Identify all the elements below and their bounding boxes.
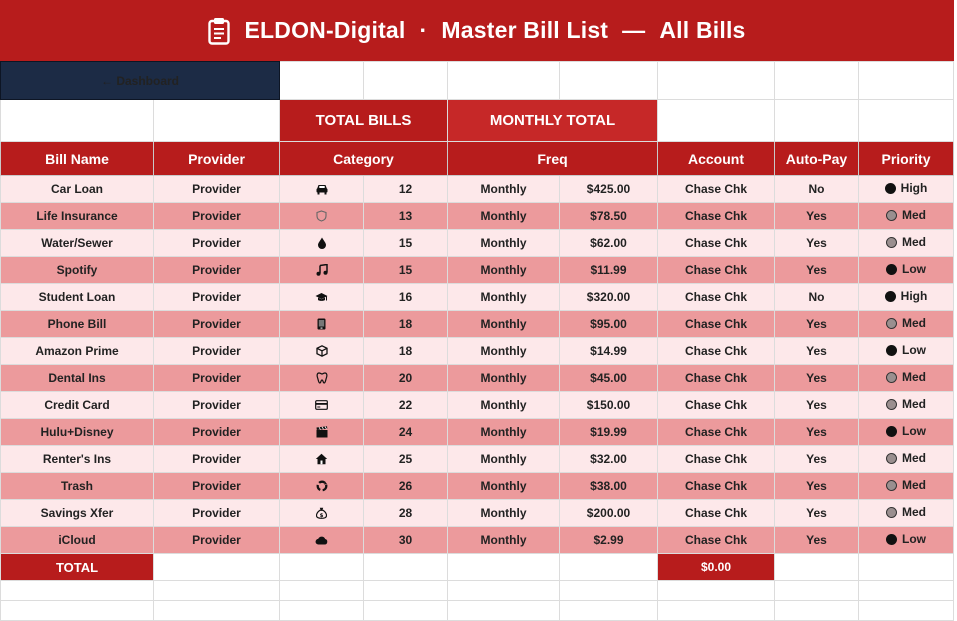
total-row <box>1 554 954 581</box>
priority-label: Med <box>902 451 926 466</box>
amount-cell[interactable]: $200.00 <box>560 500 658 527</box>
empty-cell[interactable] <box>364 62 448 100</box>
empty-cell[interactable] <box>560 62 658 100</box>
empty-cell[interactable] <box>859 601 954 621</box>
bill-row <box>1 230 954 257</box>
bill-row <box>1 257 954 284</box>
empty-cell[interactable] <box>859 62 954 100</box>
category-icon-cell[interactable] <box>280 500 364 527</box>
due-day-cell[interactable]: 26 <box>364 473 448 500</box>
due-day-cell[interactable]: 28 <box>364 500 448 527</box>
priority-cell[interactable] <box>859 203 954 230</box>
provider-cell[interactable]: Provider <box>154 392 280 419</box>
priority-indicator <box>886 316 926 330</box>
monthly-total-label: MONTHLY TOTAL <box>448 100 658 142</box>
priority-label: Low <box>902 262 926 277</box>
account-cell[interactable]: Chase Chk <box>658 284 775 311</box>
bill-name-cell[interactable]: Amazon Prime <box>1 338 154 365</box>
title-bar <box>0 0 954 61</box>
priority-cell[interactable] <box>859 446 954 473</box>
svg-text:$: $ <box>319 512 324 519</box>
recycle-icon <box>280 480 363 492</box>
cloud-icon <box>280 536 363 545</box>
provider-cell[interactable]: Provider <box>154 473 280 500</box>
empty-cell[interactable] <box>1 100 154 142</box>
empty-cell[interactable] <box>154 554 280 581</box>
autopay-cell[interactable]: No <box>775 176 859 203</box>
frequency-cell[interactable]: Monthly <box>448 446 560 473</box>
clipboard-icon <box>208 17 230 45</box>
amount-cell[interactable]: $11.99 <box>560 257 658 284</box>
priority-indicator <box>886 397 926 411</box>
priority-label: Low <box>902 424 926 439</box>
category-icon-cell[interactable] <box>280 257 364 284</box>
frequency-cell[interactable]: Monthly <box>448 203 560 230</box>
empty-cell[interactable] <box>775 554 859 581</box>
category-icon-cell[interactable] <box>280 527 364 554</box>
account-cell[interactable]: Chase Chk <box>658 176 775 203</box>
bill-row <box>1 500 954 527</box>
account-cell[interactable]: Chase Chk <box>658 311 775 338</box>
bill-row <box>1 446 954 473</box>
autopay-cell[interactable]: Yes <box>775 365 859 392</box>
empty-cell[interactable] <box>154 601 280 621</box>
bill-row <box>1 311 954 338</box>
autopay-cell[interactable]: Yes <box>775 500 859 527</box>
frequency-cell[interactable]: Monthly <box>448 284 560 311</box>
due-day-cell[interactable]: 30 <box>364 527 448 554</box>
bill-name-cell[interactable]: Credit Card <box>1 392 154 419</box>
autopay-cell[interactable]: Yes <box>775 419 859 446</box>
header-provider[interactable]: Provider <box>154 142 280 176</box>
dashboard-button[interactable]: ← Dashboard <box>1 62 280 100</box>
amount-cell[interactable]: $95.00 <box>560 311 658 338</box>
priority-dot-icon <box>886 426 897 437</box>
frequency-cell[interactable]: Monthly <box>448 527 560 554</box>
due-day-cell[interactable]: 20 <box>364 365 448 392</box>
empty-cell[interactable] <box>859 100 954 142</box>
bill-name-cell[interactable]: Savings Xfer <box>1 500 154 527</box>
empty-cell[interactable] <box>364 601 448 621</box>
amount-cell[interactable]: $14.99 <box>560 338 658 365</box>
priority-label: Med <box>902 478 926 493</box>
account-cell[interactable]: Chase Chk <box>658 203 775 230</box>
priority-indicator <box>886 208 926 222</box>
priority-indicator <box>886 262 926 276</box>
priority-dot-icon <box>886 507 897 518</box>
due-day-cell[interactable]: 13 <box>364 203 448 230</box>
due-day-cell[interactable]: 22 <box>364 392 448 419</box>
priority-cell[interactable] <box>859 257 954 284</box>
autopay-cell[interactable]: Yes <box>775 392 859 419</box>
priority-cell[interactable] <box>859 311 954 338</box>
amount-cell[interactable]: $62.00 <box>560 230 658 257</box>
water-drop-icon <box>280 237 363 249</box>
blank-row <box>1 581 954 601</box>
bill-row <box>1 365 954 392</box>
category-icon-cell[interactable] <box>280 446 364 473</box>
header-freq[interactable]: Freq <box>448 142 658 176</box>
due-day-cell[interactable]: 18 <box>364 338 448 365</box>
empty-cell[interactable] <box>560 581 658 601</box>
priority-indicator <box>886 235 926 249</box>
priority-indicator <box>886 505 926 519</box>
provider-cell[interactable]: Provider <box>154 203 280 230</box>
account-cell[interactable]: Chase Chk <box>658 527 775 554</box>
due-day-cell[interactable]: 12 <box>364 176 448 203</box>
empty-cell[interactable] <box>1 601 154 621</box>
autopay-cell[interactable]: Yes <box>775 311 859 338</box>
provider-cell[interactable]: Provider <box>154 527 280 554</box>
priority-label: Med <box>902 235 926 250</box>
due-day-cell[interactable]: 16 <box>364 284 448 311</box>
category-icon-cell[interactable] <box>280 230 364 257</box>
priority-cell[interactable] <box>859 392 954 419</box>
empty-cell[interactable] <box>364 581 448 601</box>
frequency-cell[interactable]: Monthly <box>448 473 560 500</box>
category-icon-cell[interactable] <box>280 419 364 446</box>
car-icon <box>280 184 363 195</box>
autopay-cell[interactable]: Yes <box>775 338 859 365</box>
account-cell[interactable]: Chase Chk <box>658 446 775 473</box>
autopay-cell[interactable]: Yes <box>775 203 859 230</box>
priority-dot-icon <box>886 534 897 545</box>
provider-cell[interactable]: Provider <box>154 257 280 284</box>
bill-row <box>1 284 954 311</box>
provider-cell[interactable]: Provider <box>154 311 280 338</box>
account-cell[interactable]: Chase Chk <box>658 257 775 284</box>
category-icon-cell[interactable] <box>280 203 364 230</box>
amount-cell[interactable]: $32.00 <box>560 446 658 473</box>
autopay-cell[interactable]: Yes <box>775 527 859 554</box>
due-day-cell[interactable]: 24 <box>364 419 448 446</box>
bill-row <box>1 203 954 230</box>
bill-row <box>1 527 954 554</box>
bill-grid <box>0 61 954 621</box>
provider-cell[interactable]: Provider <box>154 419 280 446</box>
header-autopay[interactable]: Auto-Pay <box>775 142 859 176</box>
account-cell[interactable]: Chase Chk <box>658 392 775 419</box>
empty-cell[interactable] <box>280 581 364 601</box>
credit-card-icon <box>280 400 363 410</box>
autopay-cell[interactable]: Yes <box>775 257 859 284</box>
account-cell[interactable]: Chase Chk <box>658 473 775 500</box>
provider-cell[interactable]: Provider <box>154 446 280 473</box>
due-day-cell[interactable]: 15 <box>364 230 448 257</box>
autopay-cell[interactable]: Yes <box>775 446 859 473</box>
total-bills-label: TOTAL BILLS <box>280 100 448 142</box>
provider-cell[interactable]: Provider <box>154 230 280 257</box>
title-separator-dash: — <box>622 17 646 43</box>
empty-cell[interactable] <box>560 601 658 621</box>
priority-cell[interactable] <box>859 527 954 554</box>
priority-dot-icon <box>886 345 897 356</box>
priority-dot-icon <box>886 399 897 410</box>
clapperboard-icon <box>280 426 363 438</box>
empty-cell[interactable] <box>154 100 280 142</box>
priority-dot-icon <box>886 210 897 221</box>
package-icon <box>280 345 363 357</box>
priority-label: Med <box>902 316 926 331</box>
graduation-cap-icon <box>280 292 363 303</box>
frequency-cell[interactable]: Monthly <box>448 419 560 446</box>
amount-cell[interactable]: $425.00 <box>560 176 658 203</box>
priority-dot-icon <box>885 183 896 194</box>
empty-cell[interactable] <box>775 581 859 601</box>
bill-name-cell[interactable]: Hulu+Disney <box>1 419 154 446</box>
priority-dot-icon <box>885 291 896 302</box>
bill-name-cell[interactable]: Student Loan <box>1 284 154 311</box>
bill-name-cell[interactable]: Trash <box>1 473 154 500</box>
bill-name-cell[interactable]: Phone Bill <box>1 311 154 338</box>
priority-label: Med <box>902 370 926 385</box>
priority-cell[interactable] <box>859 419 954 446</box>
empty-cell[interactable] <box>775 62 859 100</box>
frequency-cell[interactable]: Monthly <box>448 257 560 284</box>
header-bill-name[interactable]: Bill Name <box>1 142 154 176</box>
amount-cell[interactable]: $2.99 <box>560 527 658 554</box>
music-note-icon <box>280 264 363 276</box>
priority-indicator <box>886 451 926 465</box>
empty-cell[interactable] <box>658 601 775 621</box>
category-icon-cell[interactable] <box>280 365 364 392</box>
priority-cell[interactable] <box>859 365 954 392</box>
priority-indicator <box>886 532 926 546</box>
empty-cell[interactable] <box>859 554 954 581</box>
category-icon-cell[interactable] <box>280 284 364 311</box>
shield-icon <box>280 210 363 222</box>
company-name: ELDON-Digital <box>244 17 406 43</box>
empty-cell[interactable] <box>658 62 775 100</box>
frequency-cell[interactable]: Monthly <box>448 311 560 338</box>
priority-cell[interactable] <box>859 473 954 500</box>
empty-cell[interactable] <box>364 554 448 581</box>
empty-cell[interactable] <box>154 581 280 601</box>
empty-cell[interactable] <box>775 100 859 142</box>
bill-name-cell[interactable]: Water/Sewer <box>1 230 154 257</box>
bill-name-cell[interactable]: Spotify <box>1 257 154 284</box>
account-cell[interactable]: Chase Chk <box>658 230 775 257</box>
provider-cell[interactable]: Provider <box>154 500 280 527</box>
empty-cell[interactable] <box>560 554 658 581</box>
bill-name-cell[interactable]: Car Loan <box>1 176 154 203</box>
view-name: All Bills <box>659 17 746 43</box>
priority-dot-icon <box>886 237 897 248</box>
provider-cell[interactable]: Provider <box>154 176 280 203</box>
empty-cell[interactable] <box>1 581 154 601</box>
provider-cell[interactable]: Provider <box>154 365 280 392</box>
empty-cell[interactable] <box>280 601 364 621</box>
bill-row <box>1 419 954 446</box>
list-name: Master Bill List <box>441 17 609 43</box>
header-priority[interactable]: Priority <box>859 142 954 176</box>
priority-label: Med <box>902 397 926 412</box>
priority-dot-icon <box>886 453 897 464</box>
frequency-cell[interactable]: Monthly <box>448 176 560 203</box>
due-day-cell[interactable]: 18 <box>364 311 448 338</box>
phone-icon <box>280 318 363 330</box>
priority-label: Low <box>902 343 926 358</box>
category-icon-cell[interactable] <box>280 392 364 419</box>
autopay-cell[interactable]: Yes <box>775 230 859 257</box>
blank-row <box>1 601 954 621</box>
account-cell[interactable]: Chase Chk <box>658 338 775 365</box>
priority-dot-icon <box>886 264 897 275</box>
empty-cell[interactable] <box>448 601 560 621</box>
priority-indicator <box>886 370 926 384</box>
priority-dot-icon <box>886 372 897 383</box>
tooth-icon <box>280 372 363 384</box>
priority-indicator <box>886 424 926 438</box>
empty-cell[interactable] <box>448 554 560 581</box>
priority-cell[interactable] <box>859 284 954 311</box>
priority-cell[interactable] <box>859 176 954 203</box>
house-icon <box>280 453 363 465</box>
bill-name-cell[interactable]: Life Insurance <box>1 203 154 230</box>
due-day-cell[interactable]: 25 <box>364 446 448 473</box>
amount-cell[interactable]: $78.50 <box>560 203 658 230</box>
bill-row <box>1 338 954 365</box>
priority-indicator <box>886 343 926 357</box>
priority-indicator <box>885 289 928 303</box>
account-cell[interactable]: Chase Chk <box>658 365 775 392</box>
amount-cell[interactable]: $19.99 <box>560 419 658 446</box>
priority-label: Med <box>902 505 926 520</box>
frequency-cell[interactable]: Monthly <box>448 500 560 527</box>
frequency-cell[interactable]: Monthly <box>448 338 560 365</box>
empty-cell[interactable] <box>448 581 560 601</box>
empty-cell[interactable] <box>775 601 859 621</box>
empty-cell[interactable] <box>280 554 364 581</box>
amount-cell[interactable]: $45.00 <box>560 365 658 392</box>
amount-cell[interactable]: $150.00 <box>560 392 658 419</box>
frequency-cell[interactable]: Monthly <box>448 365 560 392</box>
bill-name-cell[interactable]: Renter's Ins <box>1 446 154 473</box>
amount-cell[interactable]: $38.00 <box>560 473 658 500</box>
category-icon-cell[interactable] <box>280 338 364 365</box>
priority-indicator <box>885 181 928 195</box>
category-icon-cell[interactable] <box>280 311 364 338</box>
frequency-cell[interactable]: Monthly <box>448 230 560 257</box>
column-header-row <box>1 142 954 176</box>
total-label: TOTAL <box>1 554 154 581</box>
header-account[interactable]: Account <box>658 142 775 176</box>
bill-name-cell[interactable]: Dental Ins <box>1 365 154 392</box>
priority-dot-icon <box>886 318 897 329</box>
autopay-cell[interactable]: Yes <box>775 473 859 500</box>
total-value: $0.00 <box>658 554 775 581</box>
priority-cell[interactable] <box>859 338 954 365</box>
bill-row <box>1 176 954 203</box>
autopay-cell[interactable]: No <box>775 284 859 311</box>
priority-label: Med <box>902 208 926 223</box>
bill-row <box>1 473 954 500</box>
account-cell[interactable]: Chase Chk <box>658 419 775 446</box>
account-cell[interactable]: Chase Chk <box>658 500 775 527</box>
empty-cell[interactable] <box>280 62 364 100</box>
title-separator-dot: · <box>419 17 428 43</box>
category-icon-cell[interactable] <box>280 473 364 500</box>
bill-row <box>1 392 954 419</box>
category-icon-cell[interactable] <box>280 176 364 203</box>
empty-cell[interactable] <box>859 581 954 601</box>
priority-dot-icon <box>886 480 897 491</box>
priority-indicator <box>886 478 926 492</box>
provider-cell[interactable]: Provider <box>154 338 280 365</box>
frequency-cell[interactable]: Monthly <box>448 392 560 419</box>
priority-cell[interactable] <box>859 500 954 527</box>
empty-cell[interactable] <box>658 100 775 142</box>
due-day-cell[interactable]: 15 <box>364 257 448 284</box>
empty-cell[interactable] <box>448 62 560 100</box>
priority-label: Low <box>902 532 926 547</box>
provider-cell[interactable]: Provider <box>154 284 280 311</box>
bill-name-cell[interactable]: iCloud <box>1 527 154 554</box>
priority-cell[interactable] <box>859 230 954 257</box>
money-bag-icon <box>280 507 363 519</box>
amount-cell[interactable]: $320.00 <box>560 284 658 311</box>
priority-label: High <box>900 289 928 304</box>
header-category[interactable]: Category <box>280 142 448 176</box>
priority-label: High <box>900 181 928 196</box>
empty-cell[interactable] <box>658 581 775 601</box>
